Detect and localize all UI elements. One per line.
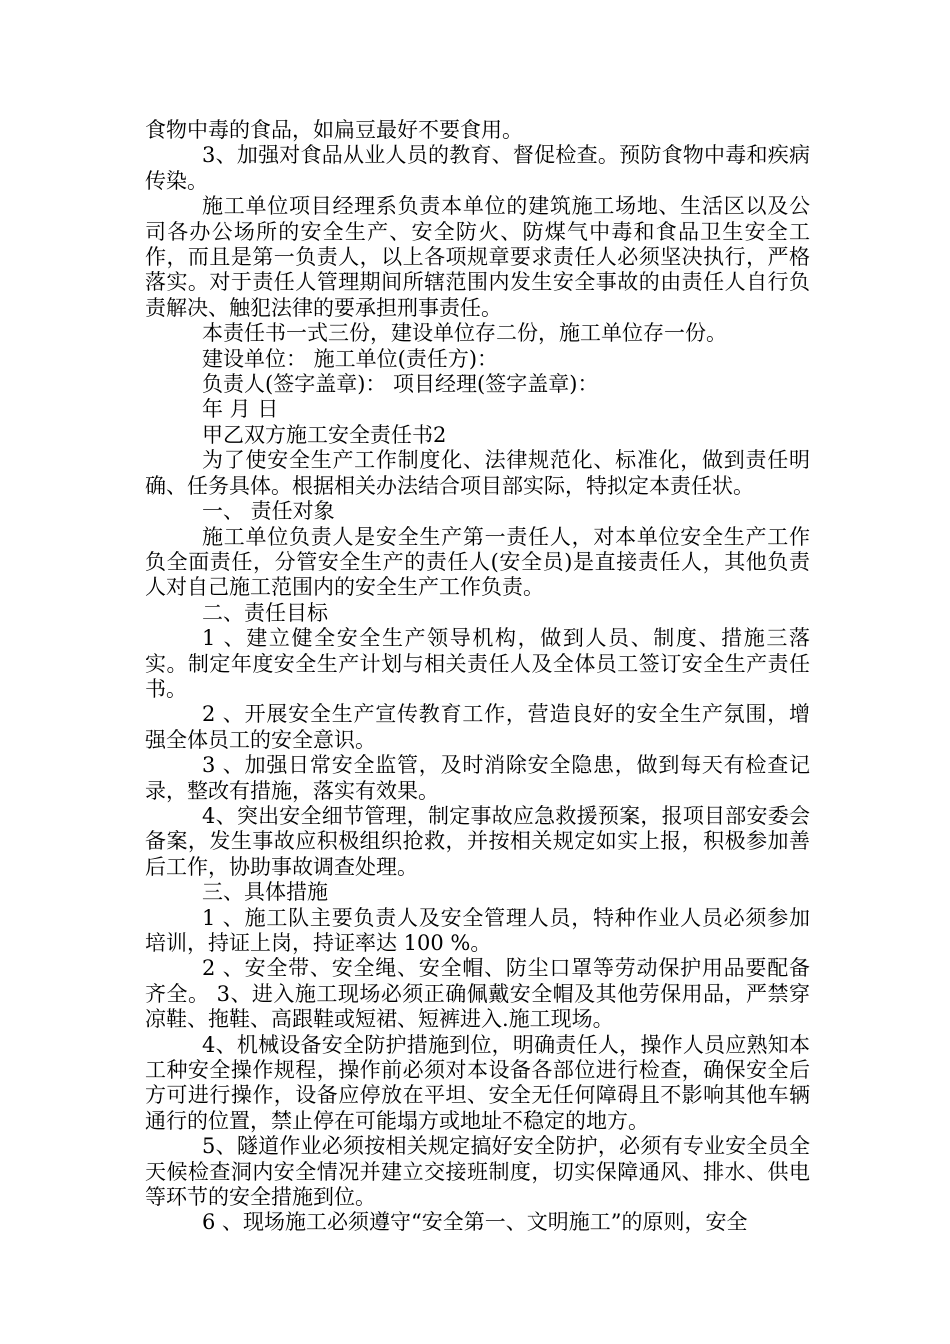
paragraph: 1 、施工队主要负责人及安全管理人员，特种作业人员必须参加培训，持证上岗，持证率达 100 %。 [145,905,810,955]
paragraph: 3 、加强日常安全监管，及时消除安全隐患，做到每天有检查记录，整改有措施，落实有效果。 [145,753,810,803]
paragraph: 本责任书一式三份，建设单位存二份，施工单位存一份。 [202,321,727,346]
paragraph: 3、加强对食品从业人员的教育、督促检查。预防食物中毒和疾病传染。 [145,143,810,193]
paragraph: 2 、开展安全生产宣传教育工作，营造良好的安全生产氛围，增强全体员工的安全意识。 [145,702,810,752]
paragraph: 施工单位项目经理系负责本单位的建筑施工场地、生活区以及公司各办公场所的安全生产、安全防火、防煤气中毒和食品卫生安全工作，而且是第一负责人，以上各项规章要求责任人必须坚决执行，严格落实。对于责任人管理期间所辖范围内发生安全事故的由责任人自行负责解决、触犯法律的要承担刑事责任。 [145,194,810,320]
paragraph: 4、机械设备安全防护措施到位，明确责任人，操作人员应熟知本工种安全操作规程，操作前必须对本设备各部位进行检查，确保安全后方可进行操作，设备应停放在平坦、安全无任何障碍且不影响其他车辆通行的位置，禁止停在可能塌方或地址不稳定的地方。 [145,1032,810,1133]
paragraph: 甲乙双方施工安全责任书2 [202,422,447,447]
paragraph: 4、突出安全细节管理，制定事故应急救援预案，报项目部安委会备案，发生事故应积极组织抢救，并按相关规定如实上报，积极参加善后工作，协助事故调查处理。 [145,803,810,879]
paragraph: 5、隧道作业必须按相关规定搞好安全防护，必须有专业安全员全天候检查洞内安全情况并建立交接班制度，切实保障通风、排水、供电等环节的安全措施到位。 [145,1134,810,1210]
paragraph: 年 月 日 [202,397,279,422]
paragraph: 1 、建立健全安全生产领导机构，做到人员、制度、措施三落实。制定年度安全生产计划与相关责任人及全体员工签订安全生产责任书。 [145,626,810,701]
document-page [145,118,810,1236]
paragraph: 2 、安全带、安全绳、安全帽、防尘口罩等劳动保护用品要配备齐全。 3、进入施工现场必须正确佩戴安全帽及其他劳保用品，严禁穿凉鞋、拖鞋、高跟鞋或短裙、短裤进入.施工现场。 [145,956,810,1032]
paragraph: 负责人(签字盖章)： 项目经理(签字盖章)： [202,372,599,397]
paragraph: 三、具体措施 [202,880,328,905]
paragraph: 一、 责任对象 [202,499,335,524]
paragraph: 为了使安全生产工作制度化、法律规范化、标准化，做到责任明确、任务具体。根据相关办法结合项目部实际，特拟定本责任状。 [145,448,810,498]
paragraph: 建设单位： 施工单位(责任方)： [202,346,499,371]
paragraph: 6 、现场施工必须遵守“安全第一、文明施工”的原则，安全 [202,1210,748,1235]
paragraph: 施工单位负责人是安全生产第一责任人，对本单位安全生产工作负全面责任，分管安全生产的责任人(安全员)是直接责任人，其他负责人对自己施工范围内的安全生产工作负责。 [145,524,810,600]
paragraph: 食物中毒的食品，如扁豆最好不要食用。 [145,118,523,142]
paragraph: 二、责任目标 [202,600,328,625]
